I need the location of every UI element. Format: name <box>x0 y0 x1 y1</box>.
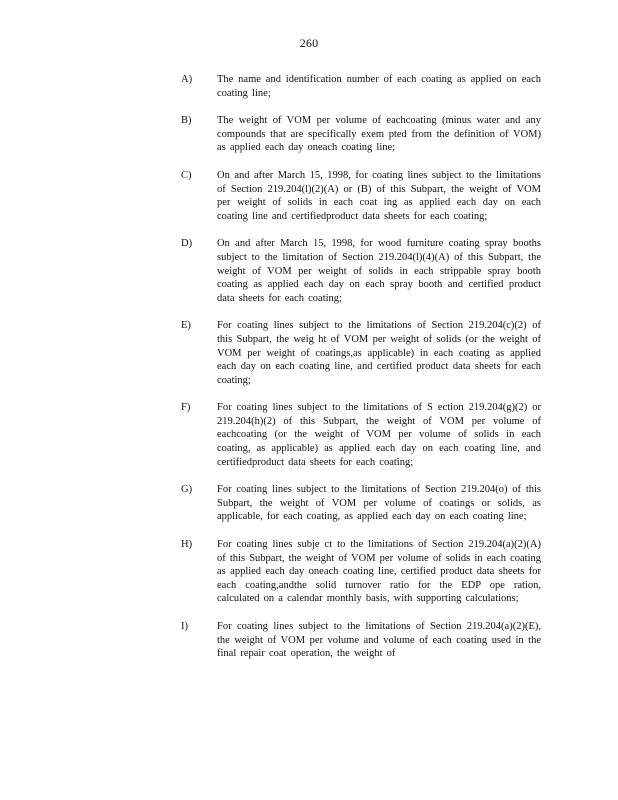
list-item <box>181 237 541 305</box>
item-text: The name and identification number of each coating as applied on each coating line; <box>217 74 541 99</box>
item-label: G) <box>181 484 193 496</box>
list-item <box>181 114 541 155</box>
item-text: For coating lines subject to the limitations of Section 219.204(o) of this Subpart, the weight of VOM per volume of coatings or solids, as applicable, for each coating, as applied each day on each coating line; <box>217 484 541 523</box>
item-text: For coating lines subje ct to the limitations of Section 219.204(a)(2)(A) of this Subpart, the weight of VOM per volume of solids in each coating as applied each day oneach coating line, certified product data sheets for each coating,andthe solid turnover ratio for the EDP ope ration, calculated on a calendar monthly basis, with supporting calculations; <box>217 539 541 605</box>
list-item <box>181 169 541 223</box>
item-label: I) <box>181 621 188 632</box>
list-item <box>181 538 541 606</box>
item-text: The weight of VOM per volume of eachcoating (minus water and any compounds that are specifically exem pted from the definition of VOM) as applied each day oneach coating line; <box>217 115 541 154</box>
item-text: On and after March 15, 1998, for coating lines subject to the limitations of Section 219.204(l)(2)(A) or (B) of this Subpart, the weight of VOM per weight of solids in each coat ing as applied each day on each coating line and certifiedproduct data sheets for each coating; <box>217 169 541 222</box>
item-label: A) <box>181 74 193 85</box>
page-number: 260 <box>299 36 319 50</box>
item-text: For coating lines subject to the limitations of Section 219.204(c)(2) of this Subpart, the weig ht of VOM per weight of solids (or the weight of VOM per weight of coatings,as applicable) in each coating as applied each day on each coating line, and certified product data sheets for each coating; <box>217 320 541 386</box>
item-text: For coating lines subject to the limitations of Section 219.204(a)(2)(E), the weight of VOM per volume and volume of each coating used in the final repair coat operation, the weight of <box>217 621 541 660</box>
item-text: For coating lines subject to the limitations of S ection 219.204(g)(2) or 219.204(h)(2) of this Subpart, the weight of VOM per volume of eachcoating (or the weight of VOM per volume of solids in each coating, as applicable) as applied each day on each coating line, and certifiedproduct data sheets for each coating; <box>217 402 541 468</box>
list-item <box>181 319 541 387</box>
item-label: H) <box>181 539 193 551</box>
list-item <box>181 73 541 100</box>
list-item <box>181 401 541 469</box>
list-item <box>181 620 541 661</box>
item-label: D) <box>181 238 193 250</box>
item-text: On and after March 15, 1998, for wood furniture coating spray booths subject to the limitation of Section 219.204(l)(4)(A) of this Subpart, the weight of VOM per weight of solids in each strippable spray booth coating as applied each day on each spray booth and certified product data sheets for each coating; <box>217 238 541 304</box>
item-label: E) <box>181 320 191 332</box>
item-label: B) <box>181 115 192 127</box>
item-label: C) <box>181 169 192 181</box>
list-item <box>181 483 541 524</box>
item-label: F) <box>181 402 191 414</box>
record-requirements-list <box>181 73 541 675</box>
